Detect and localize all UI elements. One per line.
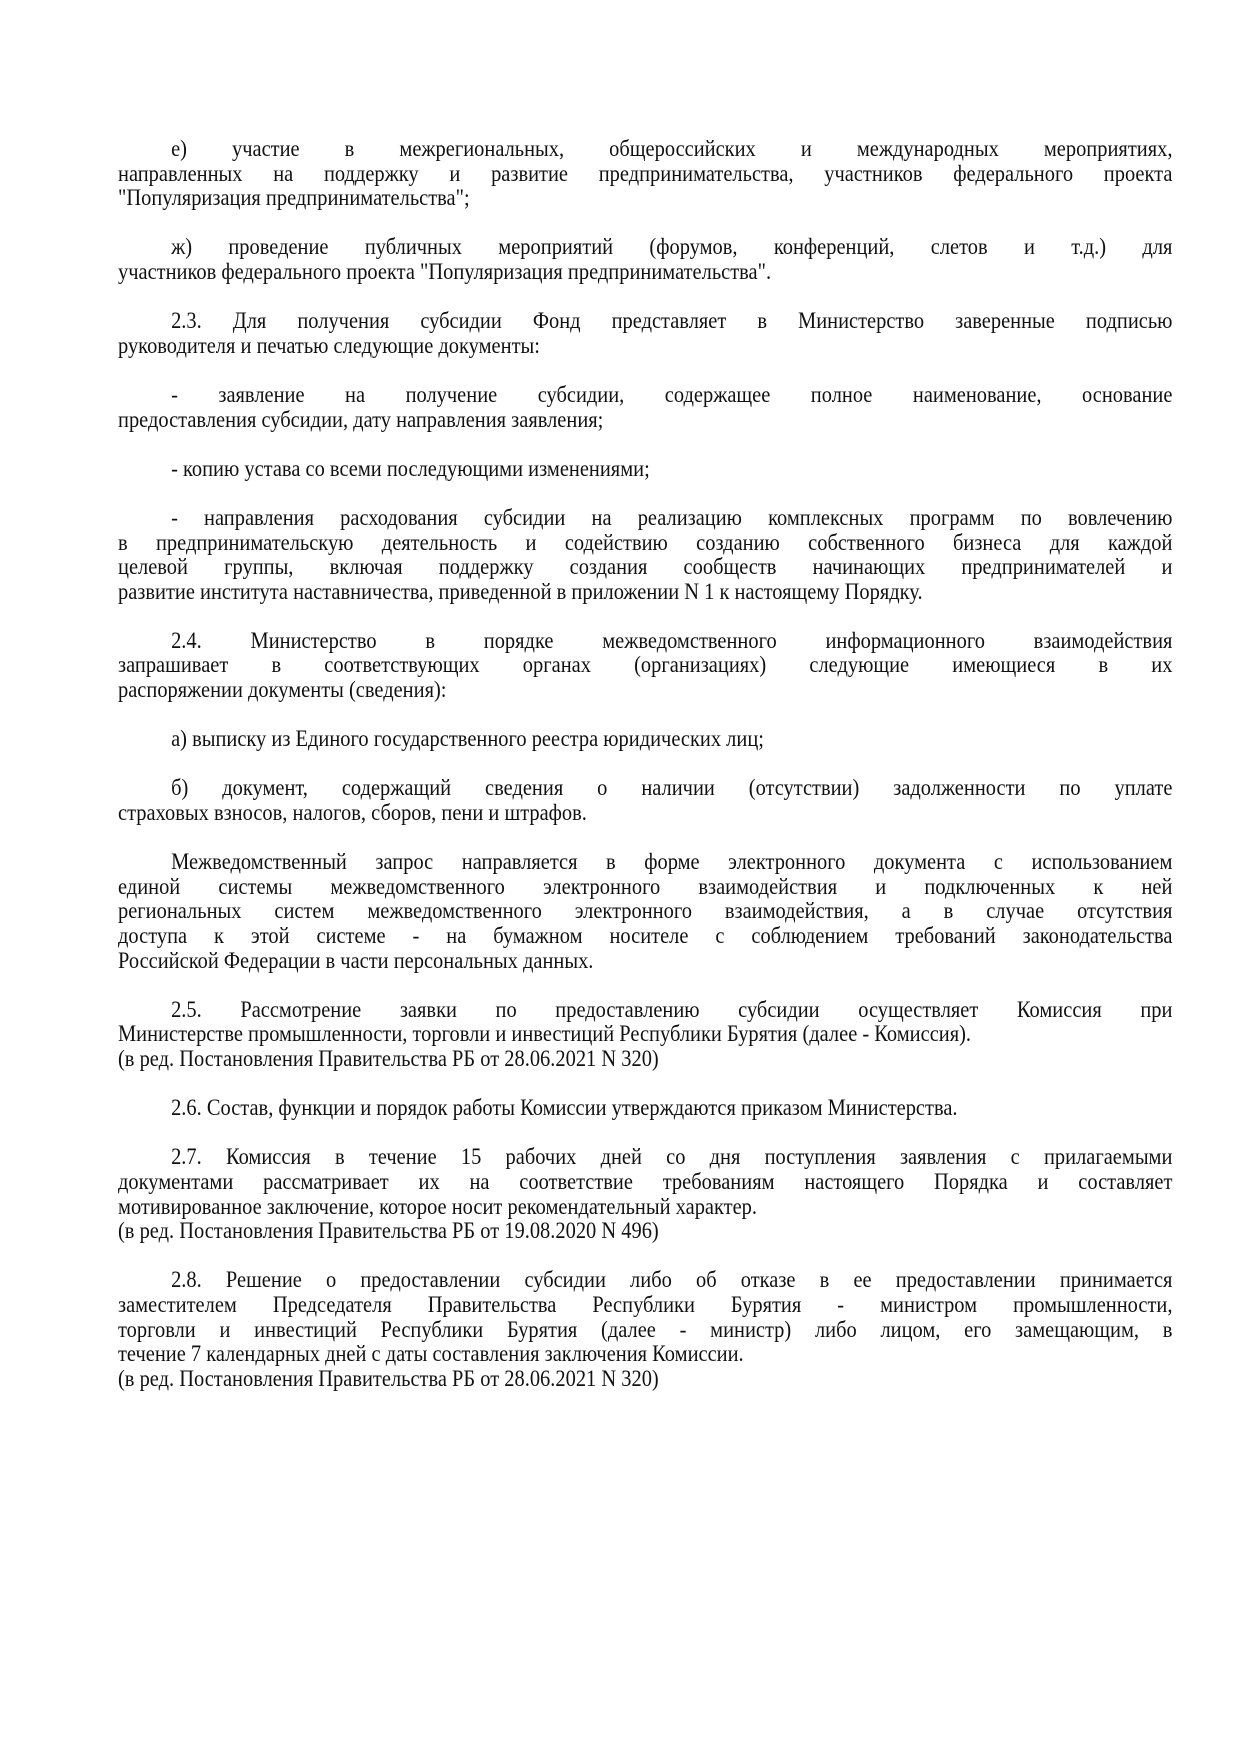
text-line: 2.3. Для получения субсидии Фонд представляет в Министерство заверенные подписью: [171, 308, 1173, 335]
document-body: [118, 137, 1172, 1416]
paragraph: [118, 457, 1172, 482]
text-line: мотивированное заключение, которое носит рекомендательный характер.: [118, 1193, 758, 1220]
text-line: предоставления субсидии, дату направления заявления;: [118, 406, 604, 433]
text-line: Российской Федерации в части персональных данных.: [118, 947, 594, 974]
text-line: страховых взносов, налогов, сборов, пени и штрафов.: [118, 800, 587, 827]
text-line: единой системы межведомственного электронного взаимодействия и подключенных к ней: [118, 873, 1173, 900]
text-line: запрашивает в соответствующих органах (организациях) следующие имеющиеся в их: [118, 652, 1173, 679]
paragraph: [118, 1096, 1172, 1121]
text-line: региональных систем межведомственного электронного взаимодействия, а в случае отсутствия: [118, 898, 1173, 925]
text-line: 2.6. Состав, функции и порядок работы Комиссии утверждаются приказом Министерства.: [171, 1095, 958, 1122]
text-line: - направления расходования субсидии на реализацию комплексных программ по вовлечению: [171, 504, 1173, 531]
text-line: развитие института наставничества, приведенной в приложении N 1 к настоящему Порядку.: [118, 578, 923, 605]
text-line: е) участие в межрегиональных, общероссийских и международных мероприятиях,: [171, 136, 1173, 162]
text-line: 2.5. Рассмотрение заявки по предоставлению субсидии осуществляет Комиссия при: [171, 996, 1173, 1023]
text-line: - копию устава со всеми последующими изменениями;: [171, 455, 650, 482]
text-line: - заявление на получение субсидии, содержащее полное наименование, основание: [171, 381, 1173, 408]
text-line: в предпринимательскую деятельность и содействию созданию собственного бизнеса для каждой: [118, 529, 1173, 556]
paragraph: [118, 850, 1172, 973]
text-line: а) выписку из Единого государственного реестра юридических лиц;: [171, 726, 764, 753]
text-line: 2.8. Решение о предоставлении субсидии либо об отказе в ее предоставлении принимается: [171, 1267, 1173, 1294]
paragraph: [118, 629, 1172, 703]
text-line: б) документ, содержащий сведения о наличии (отсутствии) задолженности по уплате: [171, 775, 1173, 802]
text-line: доступа к этой системе - на бумажном носителе с соблюдением требований законодательства: [118, 923, 1173, 949]
paragraph: [118, 1145, 1172, 1243]
text-line: участников федерального проекта "Популяризация предпринимательства".: [118, 258, 772, 285]
text-line: Межведомственный запрос направляется в форме электронного документа с использованием: [171, 849, 1173, 876]
text-line: руководителя и печатью следующие документы:: [118, 332, 540, 359]
paragraph: [118, 776, 1172, 825]
paragraph: [118, 727, 1172, 752]
text-line: 2.4. Министерство в порядке межведомственного информационного взаимодействия: [171, 627, 1173, 654]
text-line: торговли и инвестиций Республики Бурятия (далее - министр) либо лицом, его замещающим, в: [118, 1316, 1173, 1343]
text-line: целевой группы, включая поддержку создания сообществ начинающих предпринимателей и: [118, 554, 1173, 581]
text-line: "Популяризация предпринимательства";: [118, 185, 470, 212]
text-line: заместителем Председателя Правительства Республики Бурятия - министром промышленности,: [118, 1291, 1173, 1318]
paragraph: [118, 137, 1172, 211]
paragraph: [118, 506, 1172, 604]
text-line: 2.7. Комиссия в течение 15 рабочих дней со дня поступления заявления с прилагаемыми: [171, 1144, 1173, 1171]
text-line: направленных на поддержку и развитие предпринимательства, участников федерального проекта: [118, 160, 1173, 187]
paragraph: [118, 235, 1172, 284]
paragraph: [118, 383, 1172, 432]
amendment-note: (в ред. Постановления Правительства РБ от 19.08.2020 N 496): [118, 1218, 659, 1245]
text-line: ж) проведение публичных мероприятий (форумов, конференций, слетов и т.д.) для: [171, 234, 1173, 261]
text-line: распоряжении документы (сведения):: [118, 677, 447, 704]
amendment-note: (в ред. Постановления Правительства РБ от 28.06.2021 N 320): [118, 1045, 659, 1072]
paragraph: [118, 998, 1172, 1072]
amendment-note: (в ред. Постановления Правительства РБ от 28.06.2021 N 320): [118, 1365, 659, 1392]
text-line: документами рассматривает их на соответствие требованиям настоящего Порядка и составляет: [118, 1168, 1173, 1195]
paragraph: [118, 309, 1172, 358]
text-line: Министерстве промышленности, торговли и инвестиций Республики Бурятия (далее - Комиссия).: [118, 1021, 972, 1048]
paragraph: [118, 1268, 1172, 1391]
text-line: течение 7 календарных дней с даты составления заключения Комиссии.: [118, 1341, 744, 1368]
